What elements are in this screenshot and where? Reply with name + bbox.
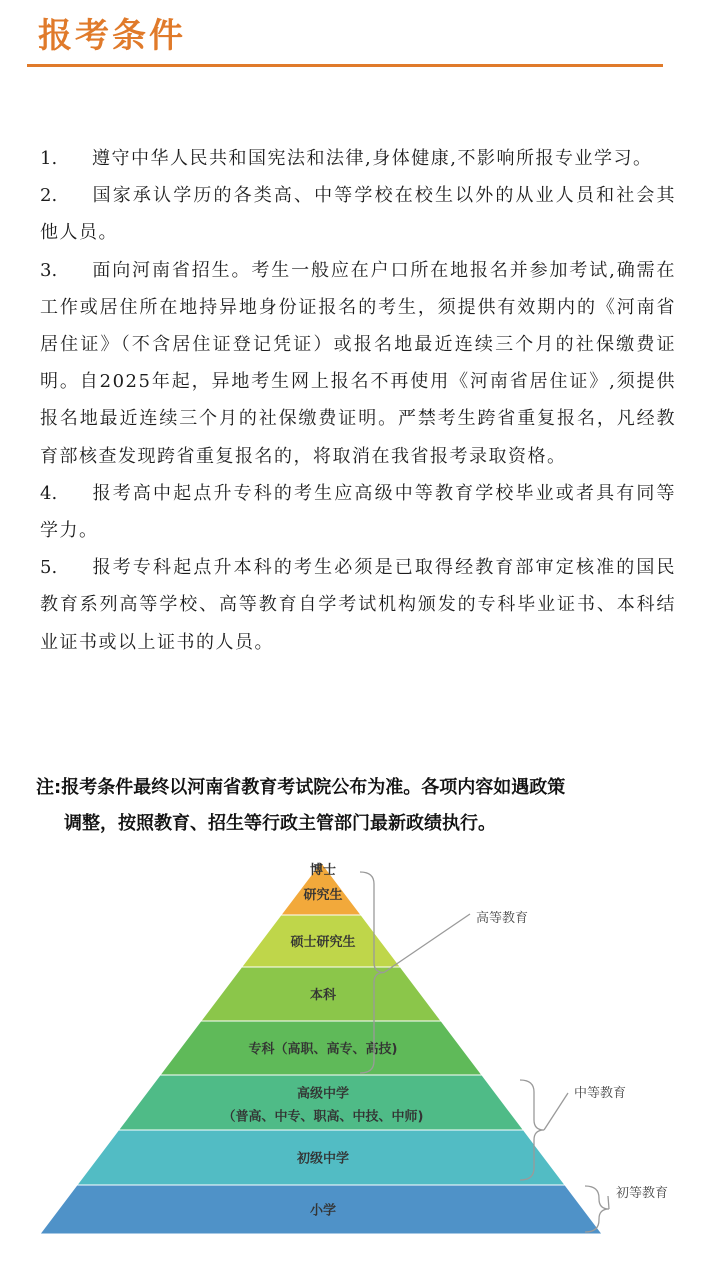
item-text: 报考专科起点升本科的考生必须是已取得经教育部审定核准的国民教育系列高等学校、高等教育自学考试机构颁发的专科毕业证书、本科结业证书或以上证书的人员。 (40, 557, 676, 653)
header (0, 0, 708, 70)
bracket-secondary-education-leader (544, 1093, 568, 1130)
pyramid-level-associate-label: 专科（高职、高专、高技) (248, 1042, 398, 1057)
bracket-higher-education-leader (384, 914, 470, 973)
education-pyramid (0, 850, 708, 1259)
pyramid-level-primary-label: 小学 (309, 1203, 337, 1219)
list-item (40, 549, 676, 661)
bracket-primary-education-leader (608, 1196, 609, 1209)
pyramid-level-doctorate-label: 博士 (309, 863, 337, 878)
pyramid-level-bachelor-label: 本科 (309, 988, 337, 1003)
bracket-secondary-education-label: 中等教育 (574, 1086, 627, 1101)
pyramid-level-doctorate-sublabel: 研究生 (303, 888, 343, 903)
item-text: 面向河南省招生。考生一般应在户口所在地报名并参加考试,确需在工作或居住所在地持异地身份证报名的考生，须提供有效期内的《河南省居住证》（不含居住证登记凭证）或报名地最近连续三个月的社保缴费证明。自2025年起，异地考生网上报名不再使用《河南省居住证》,须提供报名地最近连续三个月的社保缴费证明。严禁考生跨省重复报名，凡经教育部核查发现跨省重复报名的，将取消在我省报考录取资格。 (40, 259, 676, 467)
pyramid-level-senior-high-label: 高级中学 (296, 1086, 350, 1102)
list-item (40, 475, 676, 549)
list-item (40, 140, 676, 177)
note-line-2: 调整，按照教育、招生等行政主管部门最新政绩执行。 (64, 813, 496, 834)
bracket-primary-education-label: 初等教育 (616, 1186, 669, 1201)
pyramid-level-senior-high-sublabel: （普高、中专、职高、中技、中师) (222, 1109, 424, 1125)
pyramid-level-junior-high-label: 初级中学 (296, 1151, 350, 1167)
pyramid-level-masters-label: 硕士研究生 (290, 935, 356, 950)
item-text: 报考高中起点升专科的考生应高级中等教育学校毕业或者具有同等学力。 (40, 482, 676, 542)
list-item (40, 252, 676, 475)
note (36, 770, 676, 842)
item-number: 4. (40, 482, 58, 504)
bracket-higher-education-label: 高等教育 (476, 911, 529, 926)
item-number: 5. (40, 557, 58, 579)
list-item (40, 177, 676, 251)
item-number: 3. (40, 259, 58, 281)
title-underline (27, 64, 663, 67)
page-title: 报考条件 (38, 16, 186, 56)
item-text: 遵守中华人民共和国宪法和法律,身体健康,不影响所报专业学习。 (92, 148, 653, 169)
note-line-1: 注:报考条件最终以河南省教育考试院公布为准。各项内容如遇政策 (36, 777, 566, 798)
item-number: 2. (40, 185, 58, 207)
requirements-list (40, 140, 676, 661)
pyramid-svg (0, 850, 708, 1259)
item-text: 国家承认学历的各类高、中等学校在校生以外的从业人员和社会其他人员。 (40, 185, 676, 244)
item-number: 1. (40, 148, 58, 169)
